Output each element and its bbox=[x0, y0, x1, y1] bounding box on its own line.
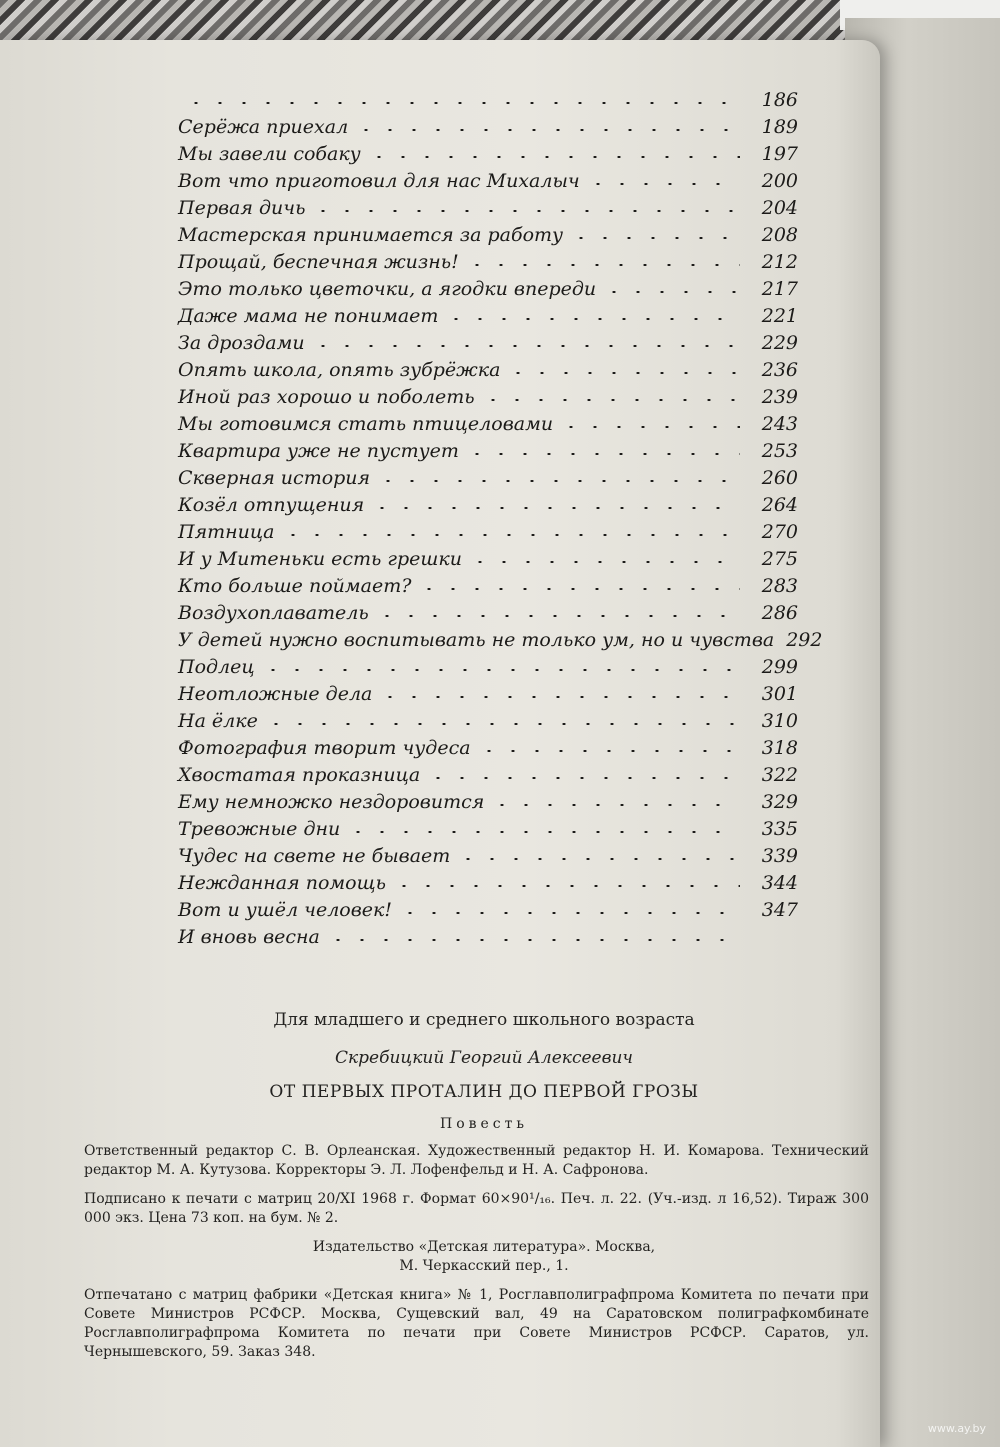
toc-entry-title: Подлец bbox=[178, 656, 255, 678]
toc-entry bbox=[178, 111, 798, 138]
toc-entry-page: 299 bbox=[761, 656, 798, 678]
toc-dot-leader bbox=[586, 183, 740, 185]
toc-entry-title: Прощай, беспечная жизнь! bbox=[178, 251, 459, 273]
toc-entry-title: Даже мама не понимает bbox=[178, 305, 439, 327]
toc-entry bbox=[178, 624, 823, 651]
toc-entry-page: 236 bbox=[761, 359, 798, 381]
toc-entry-title: Хвостатая проказница bbox=[178, 764, 421, 786]
toc-entry-page: 270 bbox=[761, 521, 798, 543]
toc-entry-page: 329 bbox=[761, 791, 798, 813]
toc-dot-leader bbox=[392, 885, 740, 887]
toc-dot-leader bbox=[468, 561, 740, 563]
toc-entry-page: 344 bbox=[761, 872, 798, 894]
toc-entry bbox=[178, 759, 798, 786]
toc-entry bbox=[178, 408, 798, 435]
book-title: ОТ ПЕРВЫХ ПРОТАЛИН ДО ПЕРВОЙ ГРОЗЫ bbox=[269, 1082, 699, 1102]
author-name: Скребицкий Георгий Алексеевич bbox=[334, 1048, 634, 1068]
toc-entry-title: Мы готовимся стать птицеловами bbox=[178, 413, 554, 435]
toc-dot-leader bbox=[376, 480, 740, 482]
toc-entry-page: 301 bbox=[761, 683, 798, 705]
toc-entry bbox=[178, 246, 798, 273]
print-details: Подписано к печати с матриц 20/XI 1968 г. Формат 60×90¹/₁₆. Печ. л. 22. (Уч.-изд. л 16,52). Тираж 300 000 экз. Цена 73 коп. на бум. № 2. bbox=[84, 1191, 869, 1226]
toc-dot-leader bbox=[281, 534, 740, 536]
toc-entry-page: 292 bbox=[786, 629, 823, 651]
toc-entry-title: Иной раз хорошо и поболеть bbox=[178, 386, 475, 408]
toc-entry bbox=[178, 867, 798, 894]
watermark-text: www.ay.by bbox=[927, 1422, 986, 1435]
toc-entry bbox=[178, 462, 798, 489]
toc-entry bbox=[178, 570, 798, 597]
toc-dot-leader bbox=[426, 777, 740, 779]
toc-dot-leader bbox=[311, 345, 740, 347]
toc-entry-page: 212 bbox=[761, 251, 798, 273]
toc-entry-page: 204 bbox=[761, 197, 798, 219]
toc-entry-title: Чудес на свете не бывает bbox=[178, 845, 451, 867]
toc-dot-leader bbox=[261, 669, 740, 671]
toc-entry-title: Серёжа приехал bbox=[178, 116, 349, 138]
toc-dot-leader bbox=[456, 858, 740, 860]
toc-dot-leader bbox=[602, 291, 740, 293]
toc-entry bbox=[178, 84, 798, 111]
toc-entry-title: Кто больше поймает? bbox=[178, 575, 412, 597]
toc-entry bbox=[178, 921, 798, 948]
toc-entry-page: 208 bbox=[761, 224, 798, 246]
toc-entry bbox=[178, 381, 798, 408]
toc-entry bbox=[178, 597, 798, 624]
toc-entry-page: 286 bbox=[761, 602, 798, 624]
publisher-line-2: М. Черкасский пер., 1. bbox=[399, 1258, 569, 1274]
toc-dot-leader bbox=[346, 831, 740, 833]
toc-entry-title: Первая дичь bbox=[178, 197, 306, 219]
toc-entry-title: У детей нужно воспитывать не только ум, но и чувства bbox=[178, 629, 775, 651]
toc-entry bbox=[178, 840, 798, 867]
toc-entry-page: 186 bbox=[761, 89, 798, 111]
toc-entry-title: Вот и ушёл человек! bbox=[178, 899, 393, 921]
toc-dot-leader bbox=[311, 210, 740, 212]
toc-entry-page: 318 bbox=[761, 737, 798, 759]
toc-entry bbox=[178, 300, 798, 327]
toc-entry-page: 322 bbox=[761, 764, 798, 786]
toc-entry bbox=[178, 219, 798, 246]
audience-note: Для младшего и среднего школьного возраста bbox=[273, 1010, 695, 1030]
toc-entry bbox=[178, 651, 798, 678]
toc-entry-title: За дроздами bbox=[178, 332, 305, 354]
toc-entry bbox=[178, 354, 798, 381]
toc-entry-page: 260 bbox=[761, 467, 798, 489]
toc-dot-leader bbox=[367, 156, 740, 158]
toc-dot-leader bbox=[326, 939, 740, 941]
toc-entry-title: Мастерская принимается за работу bbox=[178, 224, 564, 246]
toc-dot-leader bbox=[465, 453, 740, 455]
toc-entry bbox=[178, 192, 798, 219]
toc-entry-title: И вновь весна bbox=[178, 926, 320, 948]
toc-entry bbox=[178, 678, 798, 705]
publisher-line-1: Издательство «Детская литература». Москва, bbox=[312, 1239, 656, 1255]
toc-entry-page: 217 bbox=[761, 278, 798, 300]
toc-entry-page: 243 bbox=[761, 413, 798, 435]
toc-entry-title: Козёл отпущения bbox=[178, 494, 365, 516]
toc-dot-leader bbox=[481, 399, 740, 401]
toc-entry bbox=[178, 435, 798, 462]
toc-entry bbox=[178, 813, 798, 840]
imprint-block bbox=[84, 1010, 884, 1362]
toc-dot-leader bbox=[417, 588, 740, 590]
toc-entry-page: 200 bbox=[761, 170, 798, 192]
toc-entry-title: Скверная история bbox=[178, 467, 371, 489]
toc-entry-title: Ему немножко нездоровится bbox=[178, 791, 485, 813]
toc-entry-page: 189 bbox=[761, 116, 798, 138]
toc-entry-title: Нежданная помощь bbox=[178, 872, 386, 894]
toc-dot-leader bbox=[370, 507, 740, 509]
toc-entry-title: Пятница bbox=[178, 521, 275, 543]
toc-entry-page: 347 bbox=[761, 899, 798, 921]
toc-entry-page: 229 bbox=[761, 332, 798, 354]
toc-dot-leader bbox=[264, 723, 740, 725]
toc-entry bbox=[178, 705, 798, 732]
editors-credits: Ответственный редактор С. В. Орлеанская. Художественный редактор Н. И. Комарова. Технический редактор М. А. Кутузова. Корректоры Э. Л. Лофенфельд и Н. А. Сафронова. bbox=[84, 1143, 869, 1178]
toc-dot-leader bbox=[465, 264, 740, 266]
toc-entry-page: 339 bbox=[761, 845, 798, 867]
toc-dot-leader bbox=[444, 318, 740, 320]
toc-dot-leader bbox=[559, 426, 740, 428]
toc-entry-title: Тревожные дни bbox=[178, 818, 341, 840]
genre-label: Повесть bbox=[439, 1116, 528, 1132]
toc-entry-page: 283 bbox=[761, 575, 798, 597]
toc-entry bbox=[178, 894, 798, 921]
toc-entry bbox=[178, 165, 798, 192]
toc-entry bbox=[178, 489, 798, 516]
toc-entry-title: На ёлке bbox=[178, 710, 258, 732]
toc-entry bbox=[178, 327, 798, 354]
toc-dot-leader bbox=[490, 804, 740, 806]
printer-info: Отпечатано с матриц фабрики «Детская книга» № 1, Росглавполиграфпрома Комитета по печати при Совете Министров РСФСР. Москва, Сущевский вал, 49 на Саратовском полиграфкомбинате Росглавполиграфпрома Комитета по печати при Совете Министров РСФСР. Саратов, ул. Чернышевского, 59. Заказ 348. bbox=[84, 1287, 869, 1360]
toc-entry-page: 239 bbox=[761, 386, 798, 408]
toc-entry-title: Неотложные дела bbox=[178, 683, 373, 705]
toc-entry-page: 221 bbox=[761, 305, 798, 327]
toc-dot-leader bbox=[184, 102, 740, 104]
toc-entry-title: Воздухоплаватель bbox=[178, 602, 369, 624]
toc-entry-page: 335 bbox=[761, 818, 798, 840]
toc-entry-title: Вот что приготовил для нас Михалыч bbox=[178, 170, 580, 192]
toc-dot-leader bbox=[375, 615, 740, 617]
toc-dot-leader bbox=[506, 372, 740, 374]
toc-entry-title: Фотография творит чудеса bbox=[178, 737, 471, 759]
toc-entry bbox=[178, 543, 798, 570]
toc-entry-title: И у Митеньки есть грешки bbox=[178, 548, 462, 570]
toc-entry bbox=[178, 516, 798, 543]
toc-entry bbox=[178, 273, 798, 300]
toc-dot-leader bbox=[398, 912, 740, 914]
toc-entry-title: Квартира уже не пустует bbox=[178, 440, 459, 462]
toc-dot-leader bbox=[569, 237, 740, 239]
toc-entry bbox=[178, 786, 798, 813]
toc-entry-page: 197 bbox=[761, 143, 798, 165]
toc-entry-page: 310 bbox=[761, 710, 798, 732]
toc-dot-leader bbox=[477, 750, 740, 752]
toc-entry-page: 264 bbox=[761, 494, 798, 516]
toc-entry-title: Это только цветочки, а ягодки впереди bbox=[178, 278, 597, 300]
toc-entry-title: Опять школа, опять зубрёжка bbox=[178, 359, 501, 381]
toc-entry-title: Мы завели собаку bbox=[178, 143, 361, 165]
publisher-info bbox=[84, 1238, 884, 1276]
toc-dot-leader bbox=[378, 696, 740, 698]
toc-entry bbox=[178, 732, 798, 759]
toc-entry bbox=[178, 138, 798, 165]
toc-dot-leader bbox=[354, 129, 740, 131]
table-of-contents bbox=[178, 84, 823, 948]
toc-entry-page: 253 bbox=[761, 440, 798, 462]
toc-entry-page: 275 bbox=[761, 548, 798, 570]
